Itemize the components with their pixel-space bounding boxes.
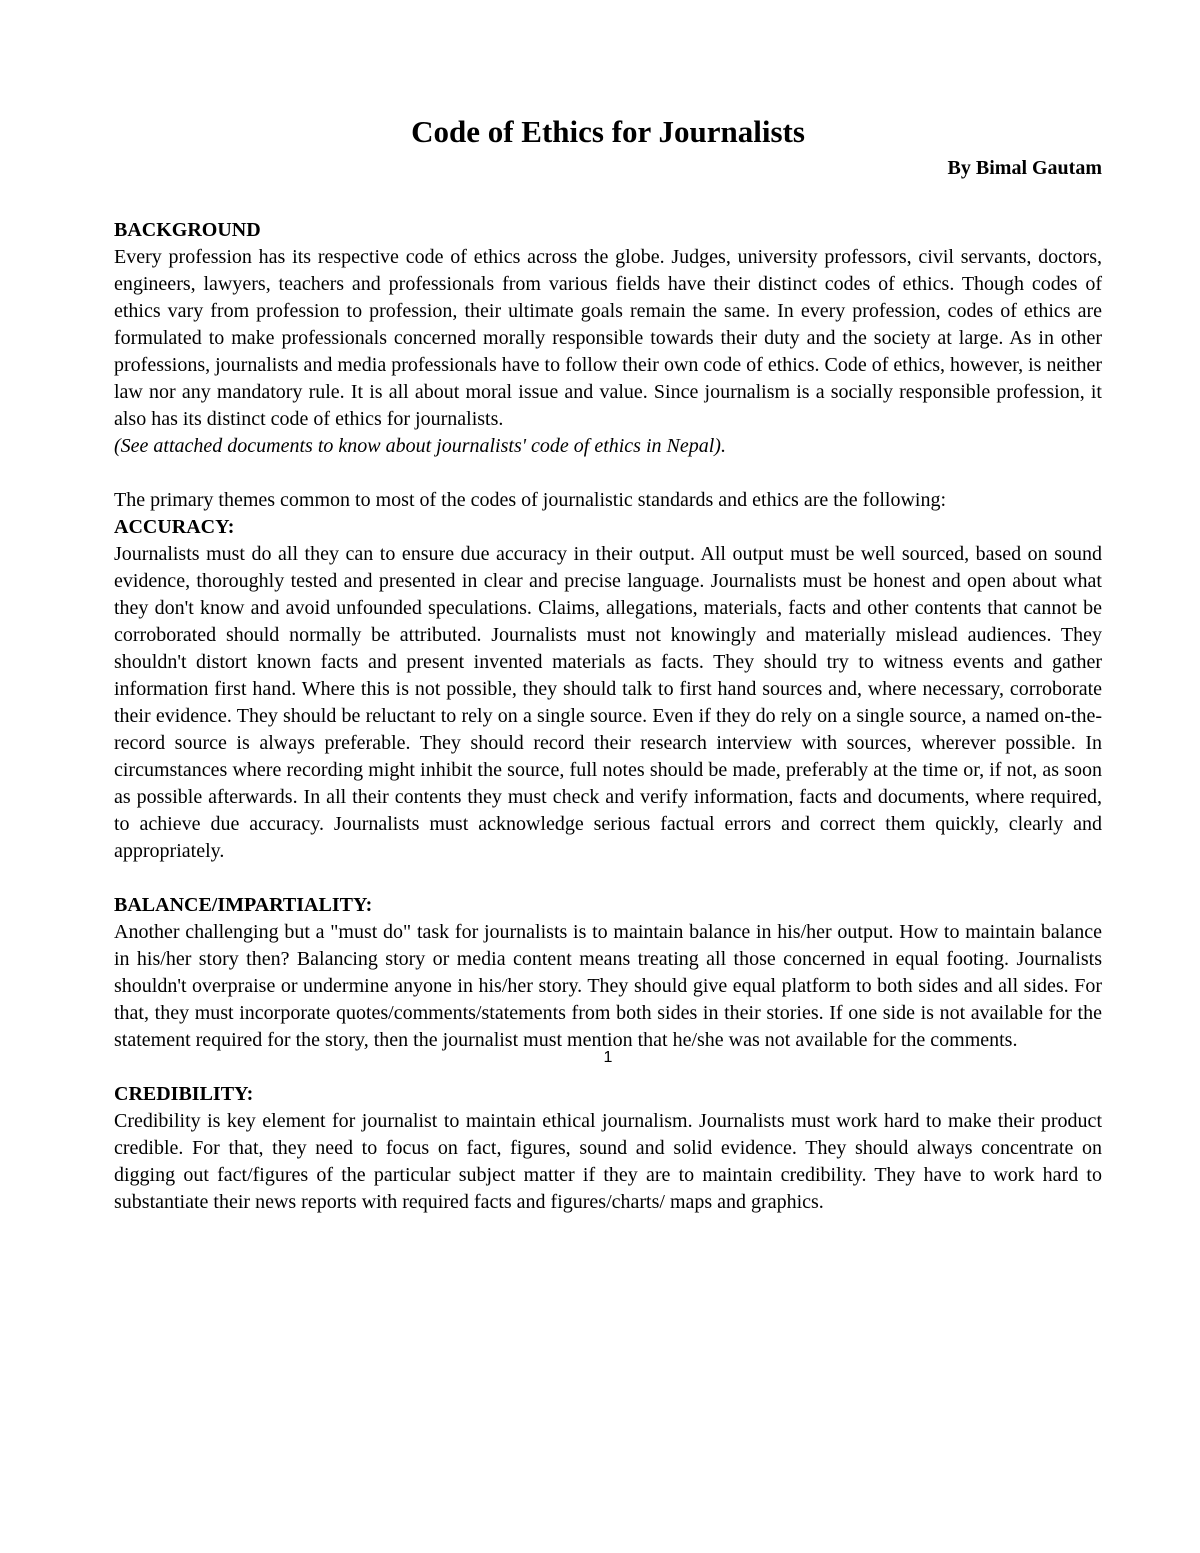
background-note: (See attached documents to know about journalists' code of ethics in Nepal). [114,435,726,457]
accuracy-heading: ACCURACY: [114,516,235,538]
section-balance [114,892,1102,1054]
intro-paragraph: The primary themes common to most of the codes of journalistic standards and ethics are the following: [114,489,947,511]
section-accuracy [114,514,1102,865]
section-credibility [114,1081,1102,1216]
credibility-paragraph: Credibility is key element for journalist to maintain ethical journalism. Journalists must work hard to make their product credible. For that, they need to focus on fact, figures, sound and solid evidence. They should always concentrate on digging out fact/figures of the particular subject matter if they are to maintain credibility. They have to work hard to substantiate their news reports with required facts and figures/charts/ maps and graphics. [114,1110,1102,1213]
accuracy-paragraph: Journalists must do all they can to ensure due accuracy in their output. All output must be well sourced, based on sound evidence, thoroughly tested and presented in clear and precise language. Journalists must be honest and open about what they don't know and avoid unfounded speculations. Claims, allegations, materials, facts and other contents that cannot be corroborated should normally be attributed. Journalists must not knowingly and materially mislead audiences. They shouldn't distort known facts and present invented materials as facts. They should try to witness events and gather information first hand. Where this is not possible, they should talk to first hand sources and, where necessary, corroborate their evidence. They should be reluctant to rely on a single source. Even if they do rely on a single source, a named on-the-record source is always preferable. They should record their research interview with sources, wherever possible. In circumstances where recording might inhibit the source, full notes should be made, preferably at the time or, if not, as soon as possible afterwards. In all their contents they must check and verify information, facts and documents, where required, to achieve due accuracy. Journalists must acknowledge serious factual errors and correct them quickly, clearly and appropriately. [114,543,1102,862]
balance-paragraph: Another challenging but a "must do" task for journalists is to maintain balance in his/her output. How to maintain balance in his/her story then? Balancing story or media content means treating all those concerned in equal footing. Journalists shouldn't overpraise or undermine anyone in his/her story. They should give equal platform to both sides and all sides. For that, they must incorporate quotes/comments/statements from both sides in their stories. If one side is not available for the statement required for the story, then the journalist must mention that he/she was not available for the comments. [114,921,1102,1051]
spacer [114,865,1102,892]
page-number: 1 [603,1049,613,1066]
background-heading: BACKGROUND [114,219,261,241]
balance-heading: BALANCE/IMPARTIALITY: [114,894,373,916]
section-background [114,217,1102,460]
document-page [114,0,1102,1553]
credibility-heading: CREDIBILITY: [114,1083,254,1105]
background-paragraph: Every profession has its respective code of ethics across the globe. Judges, university professors, civil servants, doctors, engineers, lawyers, teachers and professionals from various fields have their distinct codes of ethics. Though codes of ethics vary from profession to profession, their ultimate goals remain the same. In every profession, codes of ethics are formulated to make professionals concerned morally responsible towards their duty and the society at large. As in other professions, journalists and media professionals have to follow their own code of ethics. Code of ethics, however, is neither law nor any mandatory rule. It is all about moral issue and value. Since journalism is a socially responsible profession, it also has its distinct code of ethics for journalists. [114,246,1102,430]
document-title: Code of Ethics for Journalists [411,114,805,149]
document-author: By Bimal Gautam [947,157,1102,179]
spacer [114,460,1102,487]
